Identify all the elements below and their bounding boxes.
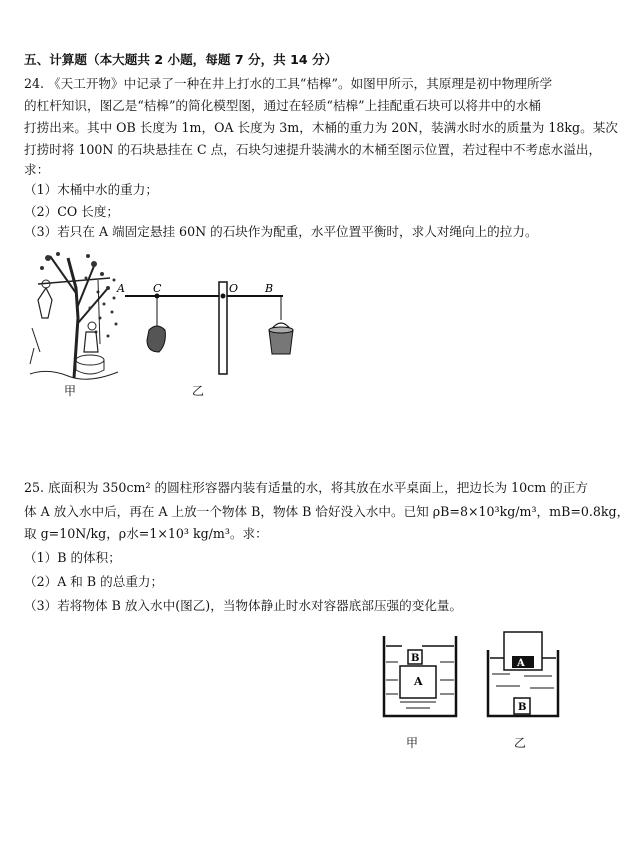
q24-sub-3: （3）若只在 A 端固定悬挂 60N 的石块作为配重，水平位置平衡时，求人对绳向上的拉力。	[24, 224, 538, 239]
block-A-label: A	[414, 675, 423, 688]
q24-line-4: 打捞时将 100N 的石块悬挂在 C 点，石块匀速提升装满水的木桶至图示位置，若过程中不考虑水溢出，	[24, 142, 602, 157]
block-B-label: B	[411, 653, 420, 664]
label-C: C	[153, 282, 162, 295]
label-A: A	[117, 282, 125, 295]
label-B: B	[265, 282, 274, 295]
q24-line-2: 的杠杆知识，图乙是“桔槔”的简化模型图，通过在轻质“桔槔”上挂配重石块可以将井中的水桶	[24, 98, 541, 113]
q24-sub-2: （2）CO 长度；	[24, 204, 119, 219]
q24-caption-yi: 乙	[192, 384, 205, 398]
block-B-label-yi: B	[518, 702, 527, 713]
q24-sub-1: （1）木桶中水的重力；	[24, 182, 158, 197]
section-header: 五、计算题（本大题共 2 小题，每题 7 分，共 14 分）	[24, 52, 338, 67]
q25-sub-1: （1）B 的体积；	[24, 550, 121, 565]
well-sweep-illustration	[28, 248, 120, 380]
q25-sub-2: （2）A 和 B 的总重力；	[24, 574, 164, 589]
block-A-label-yi: A	[517, 658, 525, 669]
q24-line-3: 打捞出来。其中 OB 长度为 1m，OA 长度为 3m，木桶的重力为 20N，装满水时水的质量为 18kg。某次	[24, 120, 618, 135]
q25-line-1: 25. 底面积为 350cm² 的圆柱形容器内装有适量的水，将其放在水平桌面上，把边长为 10cm 的正方	[24, 480, 588, 495]
q25-caption-jia: 甲	[406, 736, 419, 750]
q25-caption-yi: 乙	[514, 736, 527, 750]
container-figure-yi	[484, 626, 564, 722]
q24-caption-jia: 甲	[64, 384, 77, 398]
q25-sub-3: （3）若将物体 B 放入水中(图乙)，当物体静止时水对容器底部压强的变化量。	[24, 598, 463, 613]
q25-line-2: 体 A 放入水中后，再在 A 上放一个物体 B，物体 B 恰好没入水中。已知 ρB=8×10³kg/m³，mB=0.8kg，	[24, 504, 630, 519]
lever-model-diagram	[115, 272, 315, 382]
label-O: O	[229, 282, 239, 295]
container-figure-jia	[380, 632, 460, 722]
q25-line-3: 取 g=10N/kg，ρ水=1×10³ kg/m³。求：	[24, 526, 268, 541]
q24-line-5: 求：	[24, 162, 50, 177]
q24-line-1: 24. 《天工开物》中记录了一种在井上打水的工具“桔槔”。如图甲所示，其原理是初中物理所学	[24, 76, 553, 91]
